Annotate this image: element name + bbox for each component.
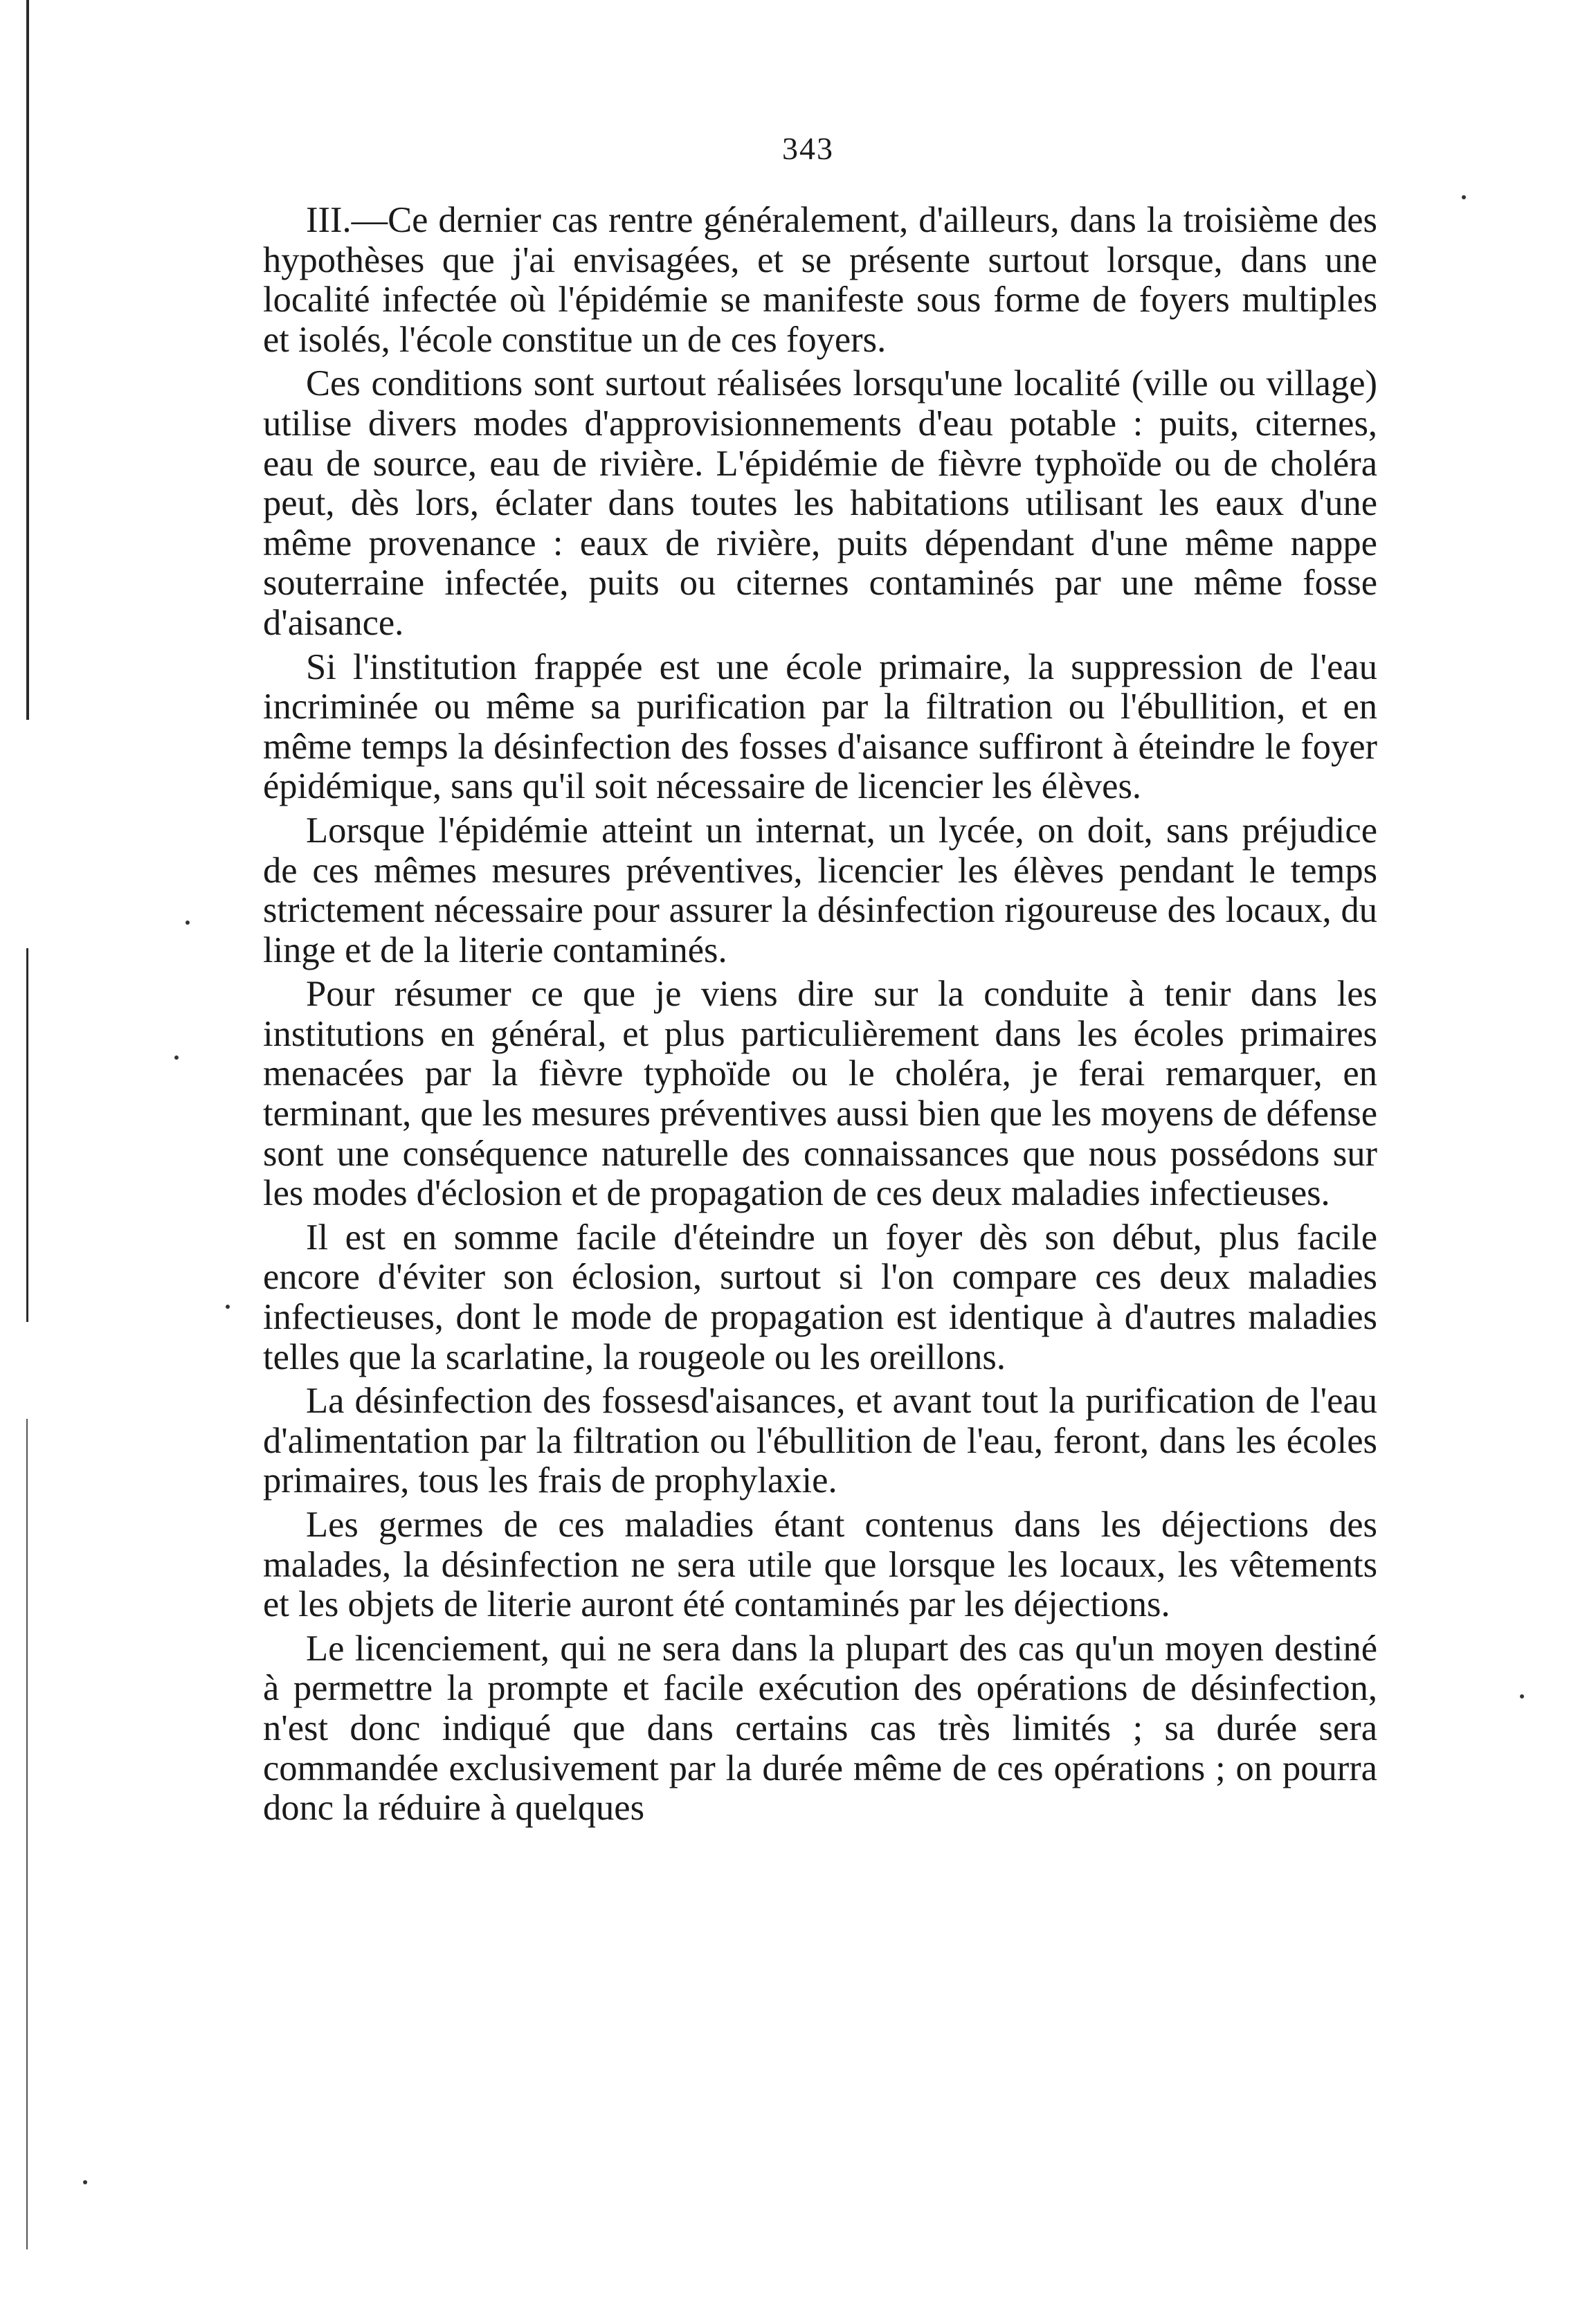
page-number: 343	[782, 131, 834, 166]
paragraph: Lorsque l'épidémie atteint un internat, un lycée, on doit, sans préjudice de ces mêmes mesures préventives, licencier les élèves pendant le temps strictement nécessaire pour assurer la désinfection rigoureuse des locaux, du linge et de la literie contaminés.	[263, 810, 1377, 970]
print-speck	[185, 921, 190, 925]
paragraph: III.—Ce dernier cas rentre généralement, d'ailleurs, dans la troisième des hypothèses que j'ai envisagées, et se présente surtout lorsque, dans une localité infectée où l'épidémie se manifeste sous forme de foyers multiples et isolés, l'école constitue un de ces foyers.	[263, 200, 1377, 360]
binding-edge-line	[26, 0, 29, 720]
print-speck	[83, 2180, 87, 2184]
print-speck	[1462, 195, 1466, 199]
paragraph: La désinfection des fossesd'aisances, et avant tout la purification de l'eau d'alimentation par la filtration ou l'ébullition de l'eau, feront, dans les écoles primaires, tous les frais de prophylaxie.	[263, 1381, 1377, 1501]
paragraph: Si l'institution frappée est une école primaire, la suppression de l'eau incriminée ou même sa purification par la filtration ou l'ébullition, et en même temps la désinfection des fosses d'aisance suffiront à éteindre le foyer épidémique, sans qu'il soit nécessaire de licencier les élèves.	[263, 646, 1377, 807]
paragraph: Pour résumer ce que je viens dire sur la conduite à tenir dans les institutions en général, et plus particulièrement dans les écoles primaires menacées par la fièvre typhoïde ou le choléra, je ferai remarquer, en terminant, que les mesures préventives aussi bien que les moyens de défense sont une conséquence naturelle des connaissances que nous possédons sur les modes d'éclosion et de propagation de ces deux maladies infectieuses.	[263, 974, 1377, 1214]
binding-edge-line	[26, 1419, 28, 2249]
paragraph: Les germes de ces maladies étant contenus dans les déjections des malades, la désinfection ne sera utile que lorsque les locaux, les vêtements et les objets de literie auront été contaminés par les déjections.	[263, 1505, 1377, 1625]
print-speck	[1520, 1694, 1524, 1698]
paragraph: Ces conditions sont surtout réalisées lorsqu'une localité (ville ou village) utilise divers modes d'approvisionnements d'eau potable : puits, citernes, eau de source, eau de rivière. L'épidémie de fièvre typhoïde ou de choléra peut, dès lors, éclater dans toutes les habitations utilisant les eaux d'une même provenance : eaux de rivière, puits dépendant d'une même nappe souterraine infectée, puits ou citernes contaminés par une même fosse d'aisance.	[263, 363, 1377, 643]
paragraph: Le licenciement, qui ne sera dans la plupart des cas qu'un moyen destiné à permettre la prompte et facile exécution des opérations de désinfection, n'est donc indiqué que dans certains cas très limités ; sa durée sera commandée exclusivement par la durée même de ces opérations ; on pourra donc la réduire à quelques	[263, 1628, 1377, 1829]
paragraph: Il est en somme facile d'éteindre un foyer dès son début, plus facile encore d'éviter son éclosion, surtout si l'on compare ces deux maladies infectieuses, dont le mode de propagation est identique à d'autres maladies telles que la scarlatine, la rougeole ou les oreillons.	[263, 1217, 1377, 1377]
body-text	[263, 201, 1377, 1833]
binding-edge-line	[26, 948, 28, 1322]
print-speck	[226, 1305, 230, 1309]
print-speck	[174, 1055, 179, 1060]
